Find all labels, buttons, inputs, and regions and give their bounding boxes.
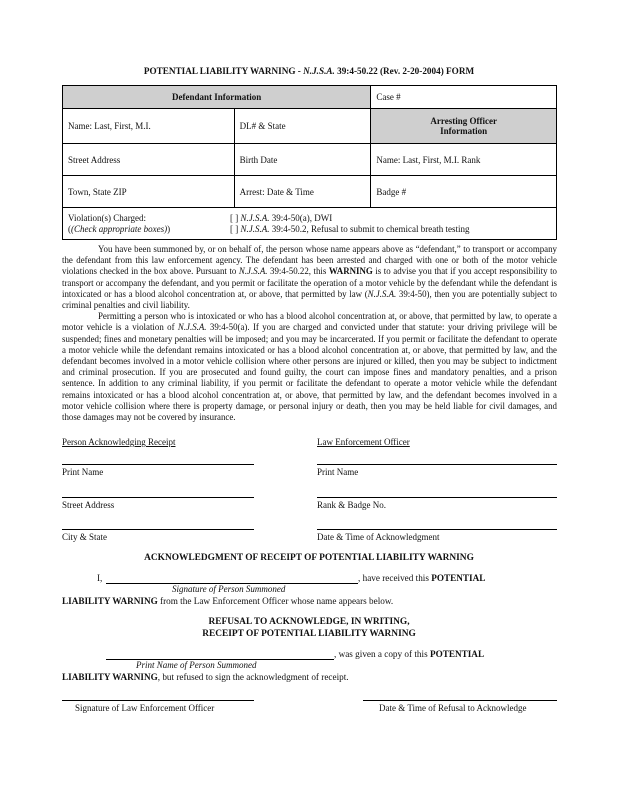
print-name-left-line[interactable] bbox=[62, 464, 254, 465]
defendant-name-field[interactable]: Name: Last, First, M.I. bbox=[63, 109, 235, 144]
warning-paragraph-2: Permitting a person who is intoxicated or who has a blood alcohol concentration at, or above, that permitted by law, to operate a motor vehicle is a violation of N.J.S.A. 39:4-50(a). If you are charged and convicted under that statute: your driving privilege will be suspended; fines and monetary penalties will be imposed; and you may be incarcerated. If you permit or facilitate the defendant to operate a motor vehicle while the defendant remains intoxicated or has a blood alcohol concentration at, or above, that permitted by law, and the defendant becomes involved in a motor vehicle collision where other persons are injured or killed, then you may be subject to indictment and criminal prosecution. If you are prosecuted and found guilty, the court can impose fines and mandatory penalties, and a prison sentence. In addition to any criminal liability, if you permit or facilitate the defendant to operate a motor vehicle while the defendant remains intoxicated or has a blood alcohol concentration at, or above, that permitted by law, and the defendant becomes involved in a motor vehicle collision where there is property damage, or personal injury or death, then you may be held liable for civil damages, and those damages may not be covered by insurance. bbox=[62, 311, 557, 423]
rank-badge-label: Rank & Badge No. bbox=[317, 500, 386, 510]
violation-refusal-option[interactable]: [ ] N.J.S.A. 39:4-50.2, Refusal to submit to chemical breath testing bbox=[230, 223, 470, 234]
refusal-given-copy-text: , was given a copy of this POTENTIAL bbox=[334, 649, 485, 659]
acknowledgment-heading: ACKNOWLEDGMENT OF RECEIPT OF POTENTIAL LIABILITY WARNING bbox=[144, 553, 474, 563]
dwi-checkbox[interactable]: [ ] bbox=[230, 212, 241, 223]
officer-signature-line[interactable] bbox=[62, 700, 254, 701]
street-address-field[interactable]: Street Address bbox=[63, 144, 235, 176]
form-title: POTENTIAL LIABILITY WARNING - N.J.S.A. 39:4-50.22 (Rev. 2-20-2004) FORM bbox=[143, 66, 475, 76]
violations-hint: ((Check appropriate boxes)) bbox=[68, 223, 171, 234]
city-state-line[interactable] bbox=[62, 529, 254, 530]
date-time-ack-label: Date & Time of Acknowledgment bbox=[317, 532, 440, 542]
arrest-date-time-field[interactable]: Arrest: Date & Time bbox=[234, 176, 371, 208]
date-time-ack-line[interactable] bbox=[317, 529, 557, 530]
refusal-heading-line2: RECEIPT OF POTENTIAL LIABILITY WARNING bbox=[202, 629, 416, 639]
town-state-zip-field[interactable]: Town, State ZIP bbox=[63, 176, 235, 208]
print-name-right-label: Print Name bbox=[317, 467, 359, 477]
badge-number-field[interactable]: Badge # bbox=[371, 176, 557, 208]
violations-label: Violation(s) Charged: bbox=[68, 212, 147, 223]
refusal-liability-text: LIABILITY WARNING, but refused to sign the acknowledgment of receipt. bbox=[62, 672, 349, 682]
defendant-info-table bbox=[62, 85, 557, 240]
dl-state-field[interactable]: DL# & State bbox=[234, 109, 371, 144]
city-state-label: City & State bbox=[62, 532, 107, 542]
defendant-info-header: Defendant Information bbox=[63, 86, 371, 109]
officer-signature-label: Signature of Law Enforcement Officer bbox=[75, 703, 215, 713]
warning-paragraph-1: You have been summoned by, or on behalf of, the person whose name appears above as “defendant,” to transport or accompany the defendant from this law enforcement agency. The defendant has been arrested and charged with one or both of the motor vehicle violations checked in the box above. Pursuant to N.J.S.A. 39:4-50.22, this WARNING is to advise you that if you accept responsibility to transport or accompany the defendant, and you permit or facilitate the operation of a motor vehicle by the defendant while the defendant is intoxicated or has a blood alcohol concentration at, or above, that permitted by law (N.J.S.A. 39:4-50), then you are potentially subject to criminal penalties and civil liability. bbox=[62, 244, 557, 311]
street-address-label: Street Address bbox=[62, 500, 115, 510]
birth-date-field[interactable]: Birth Date bbox=[234, 144, 371, 176]
violations-cell bbox=[63, 208, 557, 240]
refusal-date-time-line[interactable] bbox=[363, 700, 557, 701]
violation-dwi-option[interactable]: [ ] N.J.S.A. 39:4-50(a), DWI bbox=[230, 212, 333, 223]
ack-liability-text: LIABILITY WARNING from the Law Enforcement Officer whose name appears below. bbox=[62, 596, 394, 606]
arresting-officer-header: Arresting Officer Information bbox=[371, 109, 557, 144]
warning-body bbox=[62, 244, 557, 423]
law-officer-heading: Law Enforcement Officer bbox=[317, 437, 410, 447]
officer-name-rank-field[interactable]: Name: Last, First, M.I. Rank bbox=[371, 144, 557, 176]
rank-badge-line[interactable] bbox=[317, 497, 557, 498]
person-ack-heading: Person Acknowledging Receipt bbox=[62, 437, 176, 447]
print-name-right-line[interactable] bbox=[317, 464, 557, 465]
ack-i-label: I, bbox=[97, 573, 103, 583]
ack-received-text: , have received this POTENTIAL bbox=[358, 573, 486, 583]
refusal-heading-line1: REFUSAL TO ACKNOWLEDGE, IN WRITING, bbox=[208, 617, 410, 627]
case-number-field[interactable]: Case # bbox=[371, 86, 557, 109]
print-name-left-label: Print Name bbox=[62, 467, 104, 477]
summoned-signature-caption: Signature of Person Summoned bbox=[172, 584, 286, 594]
street-address-line[interactable] bbox=[62, 497, 254, 498]
summoned-print-name-caption: Print Name of Person Summoned bbox=[136, 660, 257, 670]
refusal-date-time-label: Date & Time of Refusal to Acknowledge bbox=[379, 703, 527, 713]
refusal-checkbox[interactable]: [ ] bbox=[230, 223, 241, 234]
